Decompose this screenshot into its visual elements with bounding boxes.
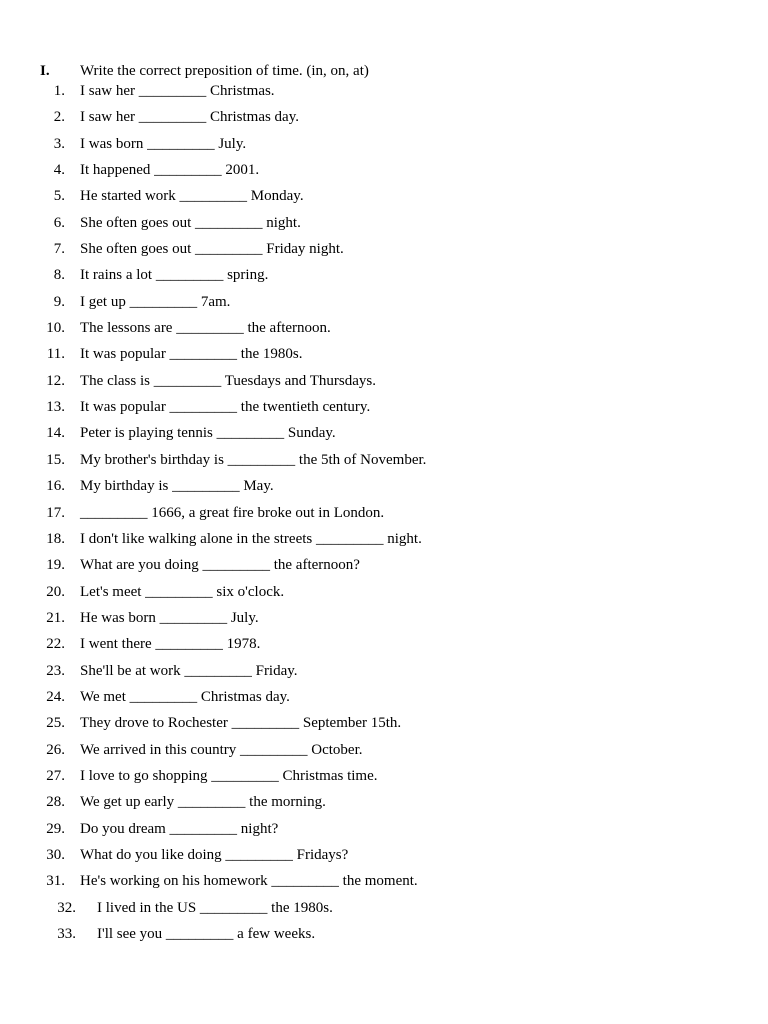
exercise-item (0, 686, 768, 712)
exercise-item (0, 343, 768, 369)
exercise-item (0, 739, 768, 765)
exercise-item (0, 791, 768, 817)
item-number: 16. (46, 478, 65, 495)
exercise-item (0, 528, 768, 554)
exercise-item (0, 844, 768, 870)
item-text: We arrived in this country _________ October. (80, 741, 363, 758)
item-text: I went there _________ 1978. (80, 636, 261, 653)
exercise-item (0, 923, 768, 949)
exercise-item (0, 106, 768, 132)
exercise-item (0, 897, 768, 923)
exercise-item (0, 607, 768, 633)
item-number: 14. (46, 425, 65, 442)
exercise-item (0, 133, 768, 159)
item-number: 18. (46, 530, 65, 547)
exercise-item (0, 818, 768, 844)
item-number: 6. (53, 214, 65, 231)
item-text: _________ 1666, a great fire broke out in London. (80, 504, 385, 521)
exercise-item (0, 449, 768, 475)
item-text: It happened _________ 2001. (80, 162, 260, 179)
item-number: 26. (46, 741, 65, 758)
exercise-item (0, 238, 768, 264)
exercise-item (0, 212, 768, 238)
item-number: 15. (46, 451, 65, 468)
item-text: What do you like doing _________ Fridays? (80, 846, 349, 863)
item-text: He was born _________ July. (80, 609, 259, 626)
exercise-item (0, 159, 768, 185)
item-text: I lived in the US _________ the 1980s. (97, 899, 333, 916)
exercise-item (0, 660, 768, 686)
item-text: The lessons are _________ the afternoon. (80, 320, 331, 337)
item-text: I was born _________ July. (80, 135, 247, 152)
item-number: 10. (46, 320, 65, 337)
item-text: I saw her _________ Christmas day. (80, 109, 299, 126)
item-text: It was popular _________ the twentieth century. (80, 399, 371, 416)
item-number: 23. (46, 662, 65, 679)
item-text: He started work _________ Monday. (80, 188, 304, 205)
exercise-item (0, 291, 768, 317)
item-text: She'll be at work _________ Friday. (80, 662, 298, 679)
exercise-item (0, 396, 768, 422)
item-number: 33. (57, 926, 76, 942)
item-number: 31. (46, 873, 65, 890)
item-text: Let's meet _________ six o'clock. (80, 583, 285, 600)
item-text: They drove to Rochester _________ September 15th. (80, 715, 402, 732)
exercise-item (0, 422, 768, 448)
section-instruction: Write the correct preposition of time. (in, on, at) (80, 63, 369, 79)
item-text: It was popular _________ the 1980s. (80, 346, 303, 363)
exercise-item (0, 370, 768, 396)
item-number: 2. (53, 109, 65, 126)
item-number: 24. (46, 688, 65, 705)
item-number: 12. (46, 372, 65, 389)
item-number: 1. (53, 83, 65, 99)
item-number: 7. (53, 241, 65, 258)
item-number: 9. (53, 293, 65, 310)
exercise-item (0, 80, 768, 106)
item-text: I love to go shopping _________ Christmas time. (80, 767, 378, 784)
exercise-item (0, 765, 768, 791)
item-text: My brother's birthday is _________ the 5th of November. (80, 451, 427, 468)
item-text: What are you doing _________ the afternoon? (80, 557, 360, 574)
item-number: 32. (57, 899, 76, 916)
item-number: 22. (46, 636, 65, 653)
item-text: The class is _________ Tuesdays and Thursdays. (80, 372, 376, 389)
item-text: She often goes out _________ night. (80, 214, 301, 231)
item-number: 19. (46, 557, 65, 574)
item-text: I'll see you _________ a few weeks. (97, 926, 316, 942)
item-number: 25. (46, 715, 65, 732)
item-number: 3. (53, 135, 65, 152)
item-number: 11. (46, 346, 65, 363)
item-text: I get up _________ 7am. (80, 293, 231, 310)
item-number: 17. (46, 504, 65, 521)
section-number: I. (40, 63, 50, 79)
item-number: 27. (46, 767, 65, 784)
exercise-item (0, 317, 768, 343)
item-text: My birthday is _________ May. (80, 478, 274, 495)
item-number: 13. (46, 399, 65, 416)
exercise-item (0, 581, 768, 607)
exercise-list (0, 80, 768, 949)
item-number: 20. (46, 583, 65, 600)
item-number: 30. (46, 846, 65, 863)
item-text: I saw her _________ Christmas. (80, 83, 275, 99)
exercise-item (0, 475, 768, 501)
item-text: Peter is playing tennis _________ Sunday. (80, 425, 336, 442)
exercise-item (0, 554, 768, 580)
exercise-item (0, 870, 768, 896)
item-number: 5. (53, 188, 65, 205)
item-text: We met _________ Christmas day. (80, 688, 290, 705)
exercise-item (0, 185, 768, 211)
item-text: We get up early _________ the morning. (80, 794, 326, 811)
item-number: 8. (53, 267, 65, 284)
exercise-item (0, 264, 768, 290)
exercise-item (0, 712, 768, 738)
item-text: He's working on his homework _________ the moment. (80, 873, 418, 890)
item-number: 28. (46, 794, 65, 811)
item-text: Do you dream _________ night? (80, 820, 279, 837)
item-number: 29. (46, 820, 65, 837)
item-number: 21. (46, 609, 65, 626)
item-text: It rains a lot _________ spring. (80, 267, 269, 284)
item-text: I don't like walking alone in the streets _________ night. (80, 530, 422, 547)
exercise-item (0, 502, 768, 528)
exercise-item (0, 633, 768, 659)
item-number: 4. (53, 162, 65, 179)
item-text: She often goes out _________ Friday night. (80, 241, 344, 258)
